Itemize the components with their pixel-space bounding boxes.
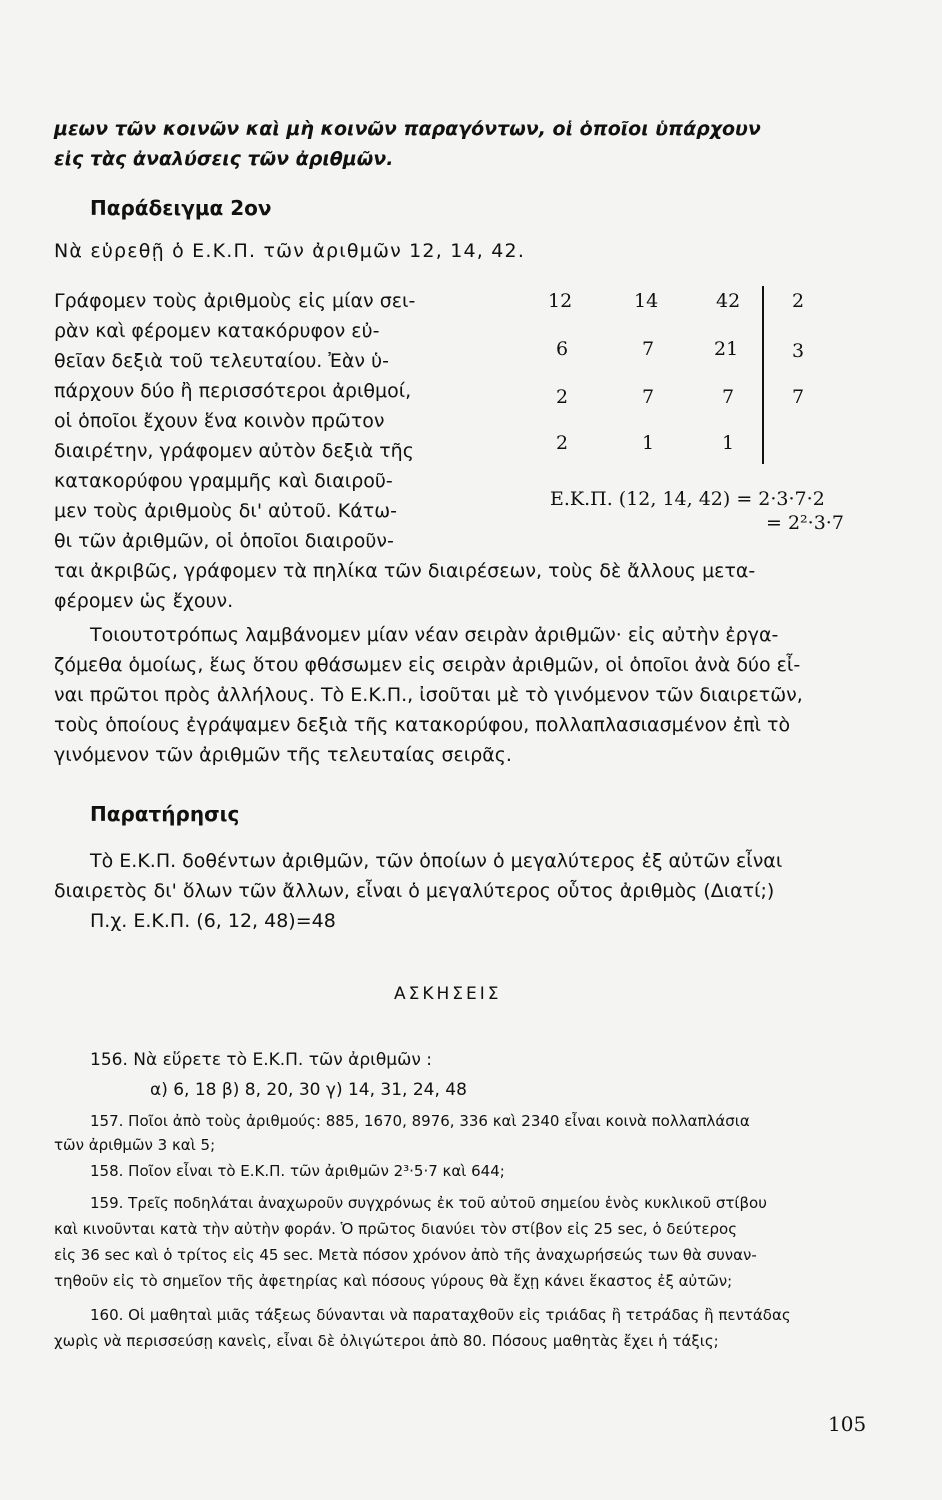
table-cell: 12	[548, 290, 573, 312]
remark-line: Π.χ. Ε.Κ.Π. (6, 12, 48)=48	[90, 910, 336, 932]
remark-title: Παρατήρησις	[90, 802, 240, 826]
table-cell: 7	[722, 386, 735, 408]
page-number: 105	[828, 1412, 867, 1436]
explanation-line: διαιρέτην, γράφομεν αὐτὸν δεξιὰ τῆς	[54, 440, 414, 462]
table-cell: 2	[792, 290, 805, 312]
exercise-157: 157. Ποῖοι ἀπὸ τοὺς ἀριθμούς: 885, 1670, 8976, 336 καὶ 2340 εἶναι κοινὰ πολλαπλάσια	[90, 1112, 750, 1130]
table-vertical-rule	[762, 286, 764, 464]
exercise-156-parts: α) 6, 18 β) 8, 20, 30 γ) 14, 31, 24, 48	[150, 1080, 467, 1100]
exercise-160-line: 160. Οἱ μαθηταὶ μιᾶς τάξεως δύνανται νὰ παραταχθοῦν εἰς τριάδας ἢ τετράδας ἢ πεντάδας	[90, 1306, 791, 1324]
exercises-title: ΑΣΚΗΣΕΙΣ	[394, 984, 502, 1004]
explanation-line: θεῖαν δεξιὰ τοῦ τελευταίου. Ἐὰν ὑ-	[54, 350, 389, 372]
table-cell: 7	[642, 386, 655, 408]
paragraph-line: ναι πρῶτοι πρὸς ἀλλήλους. Τὸ Ε.Κ.Π., ἰσοῦται μὲ τὸ γινόμενον τῶν διαιρετῶν,	[54, 684, 803, 706]
table-cell: 2	[556, 432, 569, 454]
table-cell: 3	[792, 340, 805, 362]
table-cell: 1	[722, 432, 735, 454]
explanation-line: κατακορύφου γραμμῆς καὶ διαιροῦ-	[54, 470, 393, 492]
table-cell: 7	[642, 338, 655, 360]
explanation-line: πάρχουν δύο ἢ περισσότεροι ἀριθμοί,	[54, 380, 412, 402]
table-cell: 1	[642, 432, 655, 454]
exercise-157-cont: τῶν ἀριθμῶν 3 καὶ 5;	[54, 1136, 216, 1154]
explanation-line: φέρομεν ὡς ἔχουν.	[54, 590, 234, 612]
explanation-line: μεν τοὺς ἀριθμοὺς δι' αὐτοῦ. Κάτω-	[54, 500, 397, 522]
explanation-line: οἱ ὁποῖοι ἔχουν ἕνα κοινὸν πρῶτον	[54, 410, 385, 432]
explanation-line: ται ἀκριβῶς, γράφομεν τὰ πηλίκα τῶν διαιρέσεων, τοὺς δὲ ἄλλους μετα-	[54, 560, 756, 582]
example-task: Νὰ εὑρεθῇ ὁ Ε.Κ.Π. τῶν ἀριθμῶν 12, 14, 42.	[54, 240, 526, 262]
table-cell: 7	[792, 386, 805, 408]
table-cell: 14	[634, 290, 659, 312]
table-cell: 21	[714, 338, 739, 360]
exercise-160-line: χωρὶς νὰ περισσεύσῃ κανεὶς, εἶναι δὲ ὀλιγώτεροι ἀπὸ 80. Πόσους μαθητὰς ἔχει ἡ τάξις;	[54, 1332, 719, 1350]
exercise-159-line: 159. Τρεῖς ποδηλάται ἀναχωροῦν συγχρόνως ἐκ τοῦ αὐτοῦ σημείου ἑνὸς κυκλικοῦ στίβου	[90, 1194, 767, 1212]
paragraph-line: ζόμεθα ὁμοίως, ἕως ὅτου φθάσωμεν εἰς σειρὰν ἀριθμῶν, οἱ ὁποῖοι ἀνὰ δύο εἶ-	[54, 654, 801, 676]
lcm-result-1: Ε.Κ.Π. (12, 14, 42) = 2·3·7·2	[550, 488, 825, 510]
remark-line: Τὸ Ε.Κ.Π. δοθέντων ἀριθμῶν, τῶν ὁποίων ὁ μεγαλύτερος ἐξ αὐτῶν εἶναι	[90, 850, 783, 872]
explanation-line: θι τῶν ἀριθμῶν, οἱ ὁποῖοι διαιροῦν-	[54, 530, 394, 552]
intro-line-1: μεων τῶν κοινῶν καὶ μὴ κοινῶν παραγόντων, οἱ ὁποῖοι ὑπάρχουν	[54, 118, 761, 140]
paragraph-line: Τοιουτοτρόπως λαμβάνομεν μίαν νέαν σειρὰν ἀριθμῶν· εἰς αὐτὴν ἐργα-	[90, 624, 779, 646]
explanation-line: ρὰν καὶ φέρομεν κατακόρυφον εὐ-	[54, 320, 380, 342]
exercise-159-line: εἰς 36 sec καὶ ὁ τρίτος εἰς 45 sec. Μετὰ πόσον χρόνον ἀπὸ τῆς ἀναχωρήσεώς των θὰ συναν-	[54, 1246, 757, 1264]
table-cell: 6	[556, 338, 569, 360]
exercise-156: 156. Νὰ εὕρετε τὸ Ε.Κ.Π. τῶν ἀριθμῶν :	[90, 1050, 432, 1070]
intro-line-2: εἰς τὰς ἀναλύσεις τῶν ἀριθμῶν.	[54, 148, 394, 170]
table-cell: 42	[716, 290, 741, 312]
exercise-159-line: καὶ κινοῦνται κατὰ τὴν αὐτὴν φοράν. Ὁ πρῶτος διανύει τὸν στίβον εἰς 25 sec, ὁ δεύτερος	[54, 1220, 737, 1238]
lcm-result-2: = 2²·3·7	[766, 512, 844, 534]
exercise-159-line: τηθοῦν εἰς τὸ σημεῖον τῆς ἀφετηρίας καὶ πόσους γύρους θὰ ἔχῃ κάνει ἕκαστος ἐξ αὐτῶν;	[54, 1272, 733, 1290]
exercise-158: 158. Ποῖον εἶναι τὸ Ε.Κ.Π. τῶν ἀριθμῶν 2³·5·7 καὶ 644;	[90, 1162, 505, 1180]
example-title: Παράδειγμα 2ον	[90, 196, 272, 220]
table-cell: 2	[556, 386, 569, 408]
remark-line: διαιρετὸς δι' ὅλων τῶν ἄλλων, εἶναι ὁ μεγαλύτερος οὗτος ἀριθμὸς (Διατί;)	[54, 880, 775, 902]
explanation-line: Γράφομεν τοὺς ἀριθμοὺς εἰς μίαν σει-	[54, 290, 416, 312]
paragraph-line: γινόμενον τῶν ἀριθμῶν τῆς τελευταίας σειρᾶς.	[54, 744, 512, 766]
paragraph-line: τοὺς ὁποίους ἐγράψαμεν δεξιὰ τῆς κατακορύφου, πολλαπλασιασμένον ἐπὶ τὸ	[54, 714, 791, 736]
